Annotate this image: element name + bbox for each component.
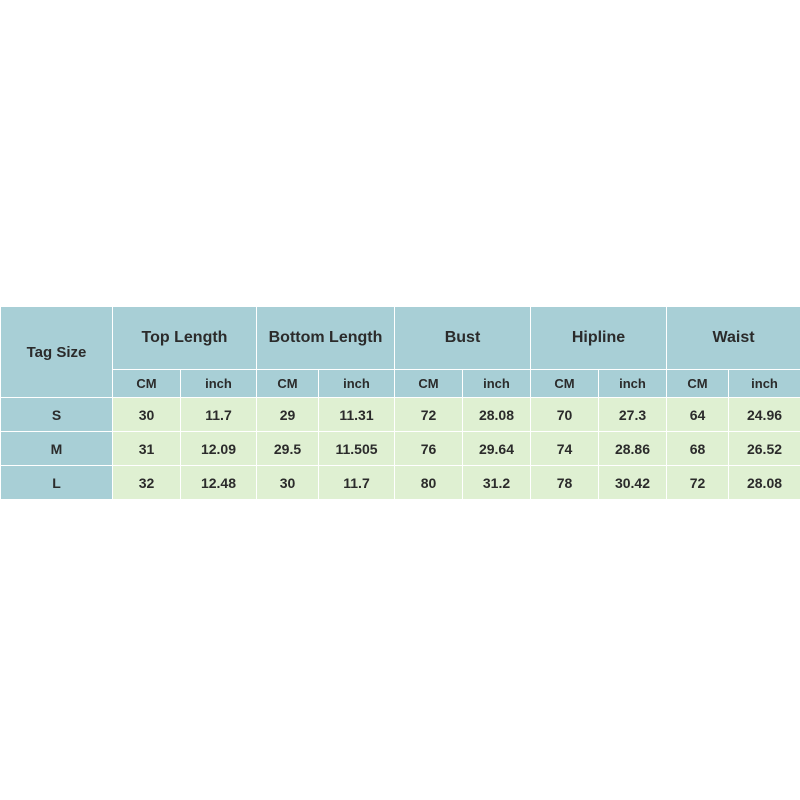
cell-bottom-length-inch: 11.505 — [319, 432, 395, 466]
header-unit-bottom-length-cm: CM — [257, 370, 319, 398]
cell-waist-cm: 72 — [667, 466, 729, 500]
cell-waist-inch: 24.96 — [729, 398, 800, 432]
header-unit-bust-cm: CM — [395, 370, 463, 398]
cell-bust-inch: 28.08 — [463, 398, 531, 432]
row-size-label: M — [1, 432, 113, 466]
cell-bottom-length-cm: 30 — [257, 466, 319, 500]
header-unit-top-length-inch: inch — [181, 370, 257, 398]
row-size-label: L — [1, 466, 113, 500]
cell-top-length-inch: 12.48 — [181, 466, 257, 500]
cell-bottom-length-inch: 11.31 — [319, 398, 395, 432]
cell-bottom-length-inch: 11.7 — [319, 466, 395, 500]
header-unit-hipline-cm: CM — [531, 370, 599, 398]
cell-bust-cm: 72 — [395, 398, 463, 432]
header-unit-bottom-length-inch: inch — [319, 370, 395, 398]
header-unit-waist-inch: inch — [729, 370, 800, 398]
cell-top-length-cm: 32 — [113, 466, 181, 500]
header-unit-waist-cm: CM — [667, 370, 729, 398]
table-row — [1, 466, 800, 500]
cell-hipline-inch: 30.42 — [599, 466, 667, 500]
cell-waist-inch: 26.52 — [729, 432, 800, 466]
row-size-label: S — [1, 398, 113, 432]
cell-bust-cm: 76 — [395, 432, 463, 466]
header-unit-hipline-inch: inch — [599, 370, 667, 398]
table-header-group-row — [1, 307, 800, 370]
cell-bust-inch: 29.64 — [463, 432, 531, 466]
header-group-bust: Bust — [395, 307, 531, 370]
cell-top-length-inch: 11.7 — [181, 398, 257, 432]
cell-waist-inch: 28.08 — [729, 466, 800, 500]
cell-top-length-inch: 12.09 — [181, 432, 257, 466]
header-tag-size: Tag Size — [1, 307, 113, 398]
size-chart-table — [0, 306, 800, 500]
header-group-top-length: Top Length — [113, 307, 257, 370]
header-group-hipline: Hipline — [531, 307, 667, 370]
cell-bottom-length-cm: 29.5 — [257, 432, 319, 466]
header-group-bottom-length: Bottom Length — [257, 307, 395, 370]
cell-hipline-inch: 27.3 — [599, 398, 667, 432]
table-header-unit-row — [1, 370, 800, 398]
cell-bottom-length-cm: 29 — [257, 398, 319, 432]
cell-hipline-cm: 70 — [531, 398, 599, 432]
size-chart-container — [0, 306, 800, 500]
cell-waist-cm: 64 — [667, 398, 729, 432]
header-group-waist: Waist — [667, 307, 800, 370]
table-row — [1, 432, 800, 466]
cell-top-length-cm: 31 — [113, 432, 181, 466]
table-row — [1, 398, 800, 432]
cell-bust-inch: 31.2 — [463, 466, 531, 500]
header-unit-bust-inch: inch — [463, 370, 531, 398]
cell-hipline-cm: 74 — [531, 432, 599, 466]
cell-bust-cm: 80 — [395, 466, 463, 500]
cell-waist-cm: 68 — [667, 432, 729, 466]
header-unit-top-length-cm: CM — [113, 370, 181, 398]
cell-hipline-cm: 78 — [531, 466, 599, 500]
cell-hipline-inch: 28.86 — [599, 432, 667, 466]
cell-top-length-cm: 30 — [113, 398, 181, 432]
